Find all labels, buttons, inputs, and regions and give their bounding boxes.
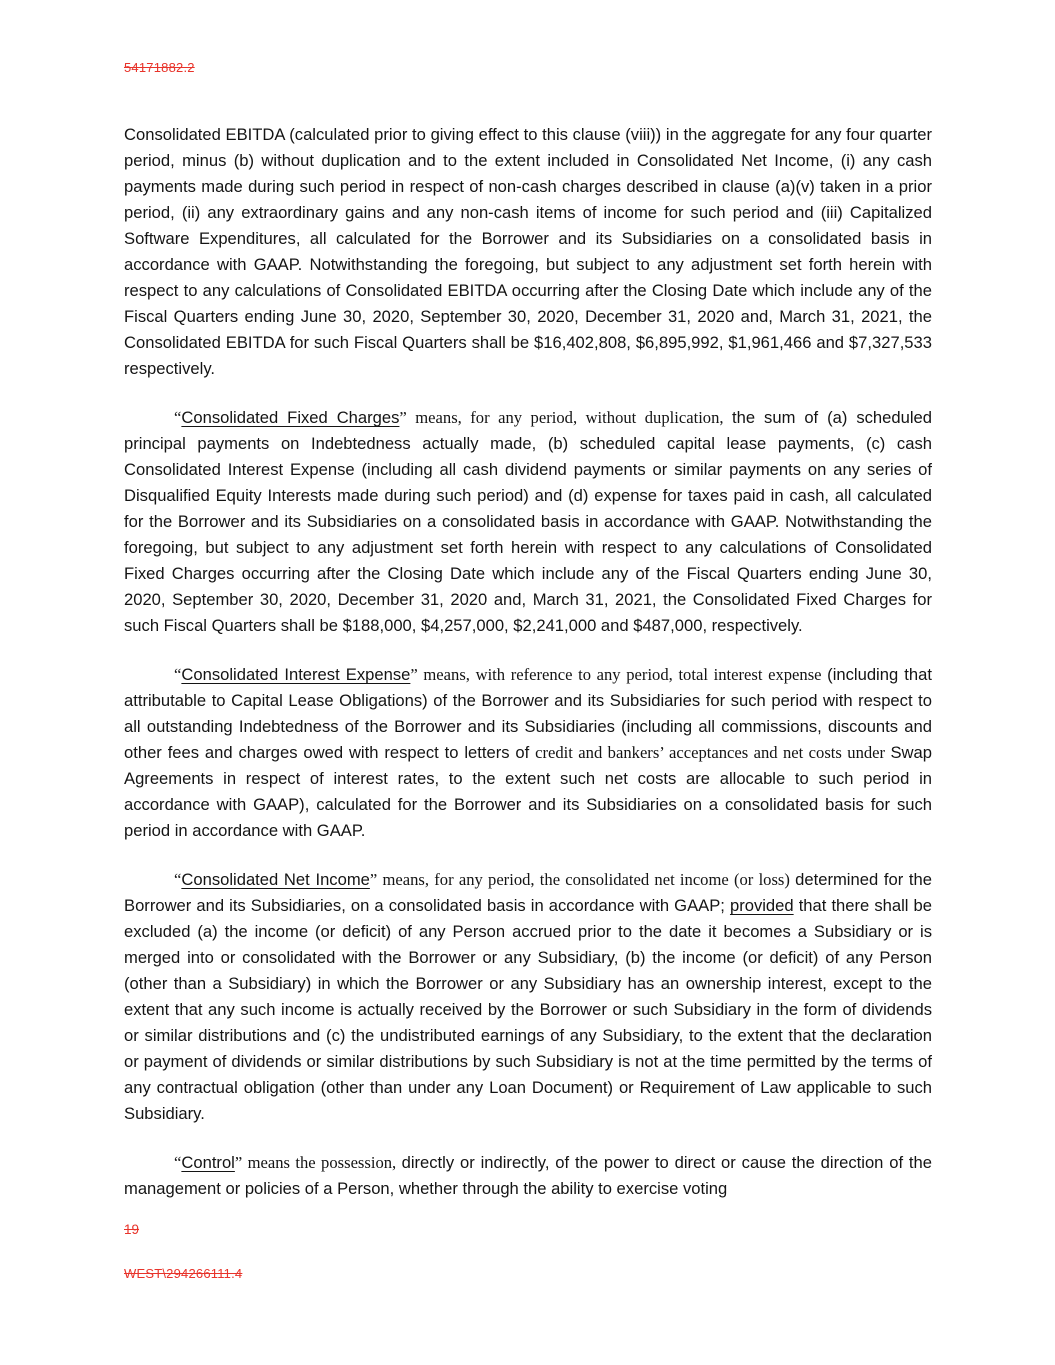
text-run: ” means, with reference to any period, total interest expense [410,665,828,684]
text-run: directly or indirectly, of the power to direct or cause the direction of the management or policies of a Person, whether through the ability to exercise voting [124,1153,933,1198]
text-run: Consolidated Net Income [181,870,370,889]
paragraph-consolidated-ebitda [124,122,932,382]
definition-control [124,1150,932,1202]
text-run: provided [729,896,794,915]
text-run: ” means the possession, [234,1153,402,1172]
text-run: ” means, for any period, the consolidated net income (or loss) [369,870,796,889]
header-doc-number: 54171882.2 [124,60,195,75]
text-run: that there shall be excluded (a) the income (or deficit) of any Person accrued prior to the date it becomes a Subsidiary or is merged into or consolidated with the Borrower or any Subsidiary, (b) the income (or deficit) of any Person (other than a Subsidiary) in which the Borrower or any Subsidiary has an ownership interest, except to the extent that any such income is actually received by the Borrower or such Subsidiary in the form of dividends or similar distributions and (c) the undistributed earnings of any Subsidiary, to the extent that the declaration or payment of dividends or similar distributions by such Subsidiary is not at the time permitted by the terms of any contractual obligation (other than under any Loan Document) or Requirement of Law applicable to such Subsidiary. [124,896,932,1123]
document-body [124,122,932,1225]
page-number: 19 [124,1222,140,1237]
definition-consolidated-net-income [124,867,932,1127]
definition-consolidated-interest-expense [124,662,932,844]
text-run: Control [181,1153,235,1172]
text-run: “ [174,870,182,889]
text-run: the sum of (a) scheduled principal payments on Indebtedness actually made, (b) scheduled capital lease payments, (c) cash Consolidated Interest Expense (including all cash dividend payments or similar payments on any series of Disqualified Equity Interests made during such period) and (d) expense for taxes paid in cash, all calculated for the Borrower and its Subsidiaries on a consolidated basis in accordance with GAAP. Notwithstanding the foregoing, but subject to any adjustment set forth herein with respect to any calculations of Consolidated Fixed Charges occurring after the Closing Date which include any of the Fiscal Quarters ending June 30, 2020, September 30, 2020, December 31, 2020 and, March 31, 2021, the Consolidated Fixed Charges for such Fiscal Quarters shall be $188,000, $4,257,000, $2,241,000 and $487,000, respectively. [124,408,932,635]
text-run: “ [174,1153,182,1172]
text-run: ” means, for any period, without duplication, [399,408,733,427]
text-run: “ [174,408,182,427]
text-run: (including that attributable to Capital Lease Obligations) of the Borrower and its Subsidiaries for such period with respect to all outstanding Indebtedness of the Borrower and its Subsidiaries (including all commissions, discounts and other fees and charges owed with respect to letters of [124,665,932,762]
text-run: credit and bankers’ acceptances and net costs under [535,743,891,762]
text-run: Consolidated Fixed Charges [181,408,400,427]
text-run: Swap Agreements in respect of interest rates, to the extent such net costs are allocable to such period in accordance with GAAP), calculated for the Borrower and its Subsidiaries on a consolidated basis for such period in accordance with GAAP. [124,743,932,840]
text-run: “ [174,665,182,684]
definition-consolidated-fixed-charges [124,405,932,639]
text-run: Consolidated EBITDA (calculated prior to giving effect to this clause (viii)) in the aggregate for any four quarter period, minus (b) without duplication and to the extent included in Consolidated Net Income, (i) any cash payments made during such period in respect of non-cash charges described in clause (a)(v) taken in a prior period, (ii) any extraordinary gains and any non-cash items of income for such period and (iii) Capitalized Software Expenditures, all calculated for the Borrower and its Subsidiaries on a consolidated basis in accordance with GAAP. Notwithstanding the foregoing, but subject to any adjustment set forth herein with respect to any calculations of Consolidated EBITDA occurring after the Closing Date which include any of the Fiscal Quarters ending June 30, 2020, September 30, 2020, December 31, 2020 and, March 31, 2021, the Consolidated EBITDA for such Fiscal Quarters shall be $16,402,808, $6,895,992, $1,961,466 and $7,327,533 respectively. [124,125,932,378]
footer-doc-id: WEST\294266111.4 [124,1266,243,1281]
text-run: Consolidated Interest Expense [181,665,411,684]
text-run: determined for the Borrower and its Subsidiaries, on a consolidated basis in accordance with GAAP; [124,870,932,915]
